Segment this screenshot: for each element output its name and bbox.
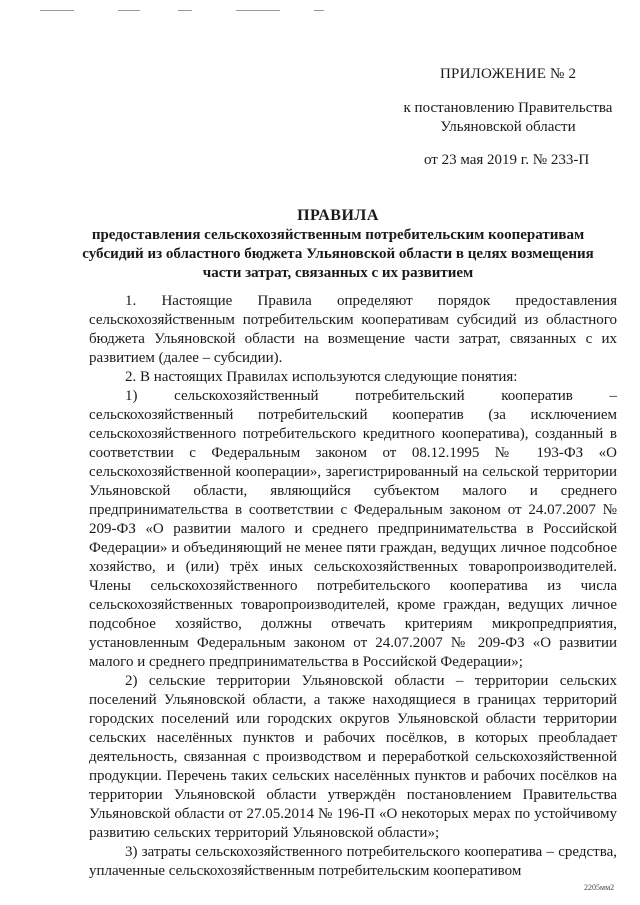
document-body [89, 292, 617, 881]
scan-artifact-top [0, 10, 640, 13]
document-subtitle: предоставления сельскохозяйственным потребительским кооперативам субсидий из областного бюджета Ульяновской области в целях возмещения части затрат, связанных с их развитием [82, 227, 594, 281]
paragraph-3: 1) сельскохозяйственный потребительский кооператив – сельскохозяйственный потребительский кооператив (за исключением сельскохозяйственного потребительского кредитного кооператива), созданный в соответствии с Федеральным законом от 08.12.1995 № 193-ФЗ «О сельскохозяйственной кооперации», зарегистрированный на сельской территории Ульяновской области, являющийся субъектом малого и среднего предпринимательства в соответствии с Федеральным законом от 24.07.2007 № 209-ФЗ «О развитии малого и среднего предпринимательства в Российской Федерации» и объединяющий не менее пяти граждан, ведущих личное подсобное хозяйство, и (или) трёх иных сельскохозяйственных товаропроизводителей. Члены сельскохозяйственного потребительского кооператива из числа сельскохозяйственных товаропроизводителей, кроме граждан, ведущих личное подсобное хозяйство, должны отвечать критериям микропредприятия, установленным Федеральным законом от 24.07.2007 № 209-ФЗ «О развитии малого и среднего предпринимательства в Российской Федерации»; [89, 388, 617, 670]
paragraph-4: 2) сельские территории Ульяновской области – территории сельских поселений Ульяновской области, а также находящиеся в границах территорий городских поселений или городских округов Ульяновской области территории сельских населённых пунктов и рабочих посёлков, в которых преобладает деятельность, связанная с производством и переработкой сельскохозяйственной продукции. Перечень таких сельских населённых пунктов и рабочих посёлков на территории Ульяновской области утверждён постановлением Правительства Ульяновской области от 27.05.2014 № 196-П «О некоторых мерах по устойчивому развитию сельских территорий Ульяновской области»; [89, 673, 617, 841]
paragraph-5: 3) затраты сельскохозяйственного потребительского кооператива – средства, уплаченные сельскохозяйственным потребительским кооперативом [89, 844, 617, 879]
paragraph-1: 1. Настоящие Правила определяют порядок предоставления сельскохозяйственным потребительским кооперативам субсидий из областного бюджета Ульяновской области на возмещение части затрат, связанных с их развитием (далее – субсидии). [89, 293, 617, 366]
attachment-label: ПРИЛОЖЕНИЕ № 2 [440, 66, 577, 82]
scan-dash [40, 10, 74, 11]
document-title: ПРАВИЛА [297, 207, 379, 224]
decree-line-1: к постановлению Правительства [403, 100, 613, 116]
scan-dash [118, 10, 140, 11]
decree-reference [390, 99, 626, 137]
decree-date: от 23 мая 2019 г. № 233-П [424, 152, 590, 168]
scan-dash [236, 10, 280, 11]
paragraph-2: 2. В настоящих Правилах используются следующие понятия: [125, 369, 518, 385]
footer-mark: 2205мм2 [584, 883, 615, 892]
scan-dash [314, 10, 324, 11]
document-title-block [78, 206, 598, 283]
decree-line-2: Ульяновской области [440, 119, 576, 135]
scan-dash [178, 10, 192, 11]
